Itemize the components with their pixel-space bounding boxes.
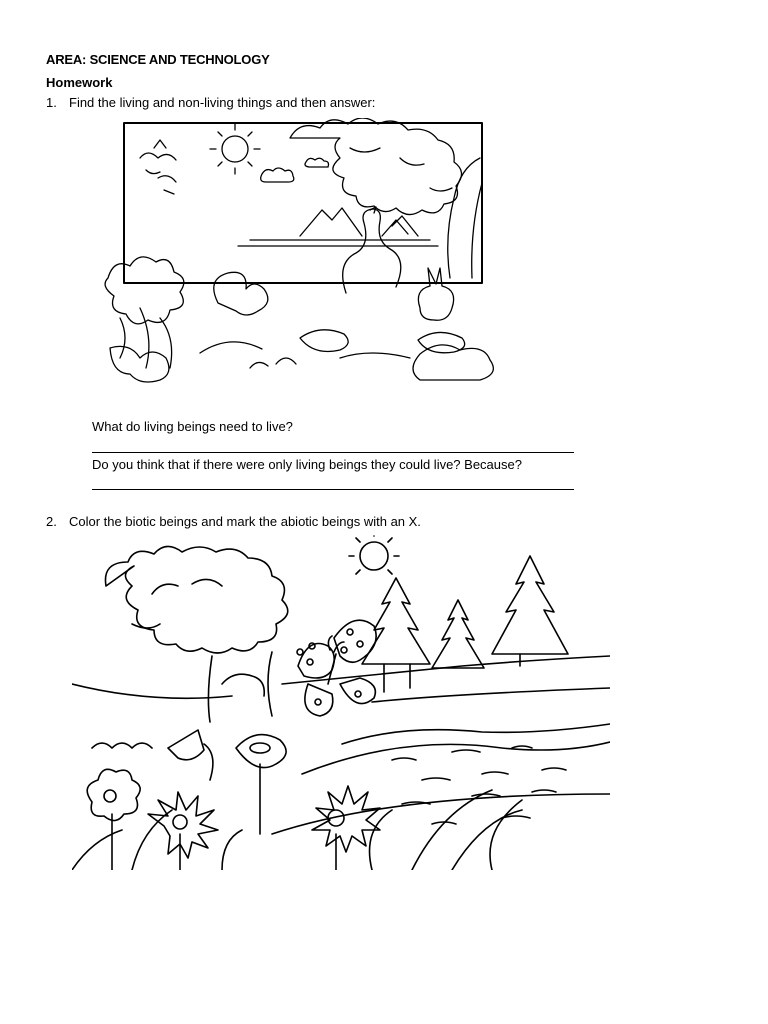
bush-drawing [105,257,184,382]
river-drawing [272,724,610,834]
area-heading: AREA: SCIENCE AND TECHNOLOGY [46,52,270,67]
question-living-needs: What do living beings need to live? [92,419,293,434]
forest-scene-illustration [100,118,505,384]
flower-drawing [87,730,380,870]
tree-drawing [290,118,482,278]
landscape-coloring-illustration [72,534,610,870]
answer-line-1[interactable] [92,452,574,453]
butterfly-drawing [297,620,376,716]
item-number: 2. [46,514,57,529]
answer-line-2[interactable] [92,489,574,490]
item-number: 1. [46,95,57,110]
question-only-living-beings: Do you think that if there were only living beings they could live? Because? [92,457,522,472]
instruction-item-1 [46,95,375,110]
instruction-item-2 [46,514,421,529]
pine-tree-drawing [362,556,568,692]
item-text: Color the biotic beings and mark the abiotic beings with an X. [69,514,421,529]
item-text: Find the living and non-living things and then answer: [69,95,376,110]
sun-drawing [349,536,399,574]
homework-heading: Homework [46,75,113,90]
sun-drawing [210,124,260,174]
